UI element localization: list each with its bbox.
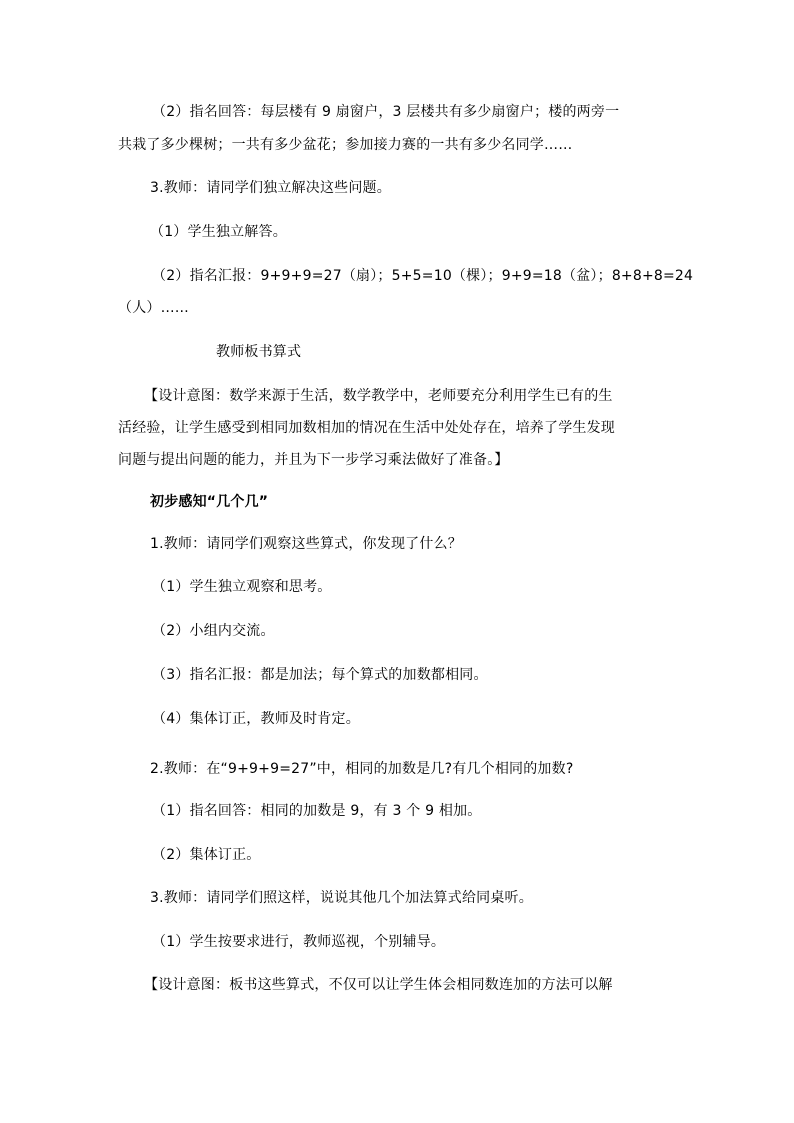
text-line-5: （2）指名汇报：9+9+9=27（扇）；5+5=10（棵）；9+9=18（盆）；8+8+8=24 bbox=[152, 268, 694, 284]
text-line-4: （1）学生独立解答。 bbox=[150, 224, 287, 240]
text-line-3: 3.教师：请同学们独立解决这些问题。 bbox=[150, 180, 391, 196]
text-line-22: 【设计意图：板书这些算式，不仅可以让学生体会相同数连加的方法可以解 bbox=[144, 977, 613, 993]
text-line-18: （1）指名回答：相同的加数是 9，有 3 个 9 相加。 bbox=[152, 803, 482, 819]
text-line-20: 3.教师：请同学们照这样，说说其他几个加法算式给同桌听。 bbox=[150, 890, 533, 906]
section-heading: 初步感知“几个几” bbox=[150, 494, 269, 510]
text-line-10: 问题与提出问题的能力，并且为下一步学习乘法做好了准备。】 bbox=[118, 452, 509, 468]
text-line-21: （1）学生按要求进行，教师巡视，个别辅导。 bbox=[152, 934, 446, 950]
text-line-1: （2）指名回答：每层楼有 9 扇窗户，3 层楼共有多少扇窗户；楼的两旁一 bbox=[152, 104, 620, 120]
text-line-19: （2）集体订正。 bbox=[152, 847, 261, 863]
text-line-12: 1.教师：请同学们观察这些算式，你发现了什么？ bbox=[150, 536, 462, 552]
text-line-9: 活经验，让学生感受到相同加数相加的情况在生活中处处存在，培养了学生发现 bbox=[118, 420, 615, 436]
text-line-17: 2.教师：在“9+9+9=27”中，相同的加数是几?有几个相同的加数? bbox=[150, 761, 574, 777]
text-line-13: （1）学生独立观察和思考。 bbox=[152, 579, 332, 595]
text-line-16: （4）集体订正，教师及时肯定。 bbox=[152, 711, 360, 727]
text-line-15: （3）指名汇报：都是加法；每个算式的加数都相同。 bbox=[152, 667, 488, 683]
text-line-7: 教师板书算式 bbox=[216, 344, 302, 360]
text-line-2: 共栽了多少棵树；一共有多少盆花；参加接力赛的一共有多少名同学…… bbox=[118, 137, 573, 153]
text-line-14: （2）小组内交流。 bbox=[152, 623, 275, 639]
text-line-6: （人）…… bbox=[118, 300, 189, 316]
text-line-8: 【设计意图：数学来源于生活，数学教学中，老师要充分利用学生已有的生 bbox=[144, 388, 613, 404]
